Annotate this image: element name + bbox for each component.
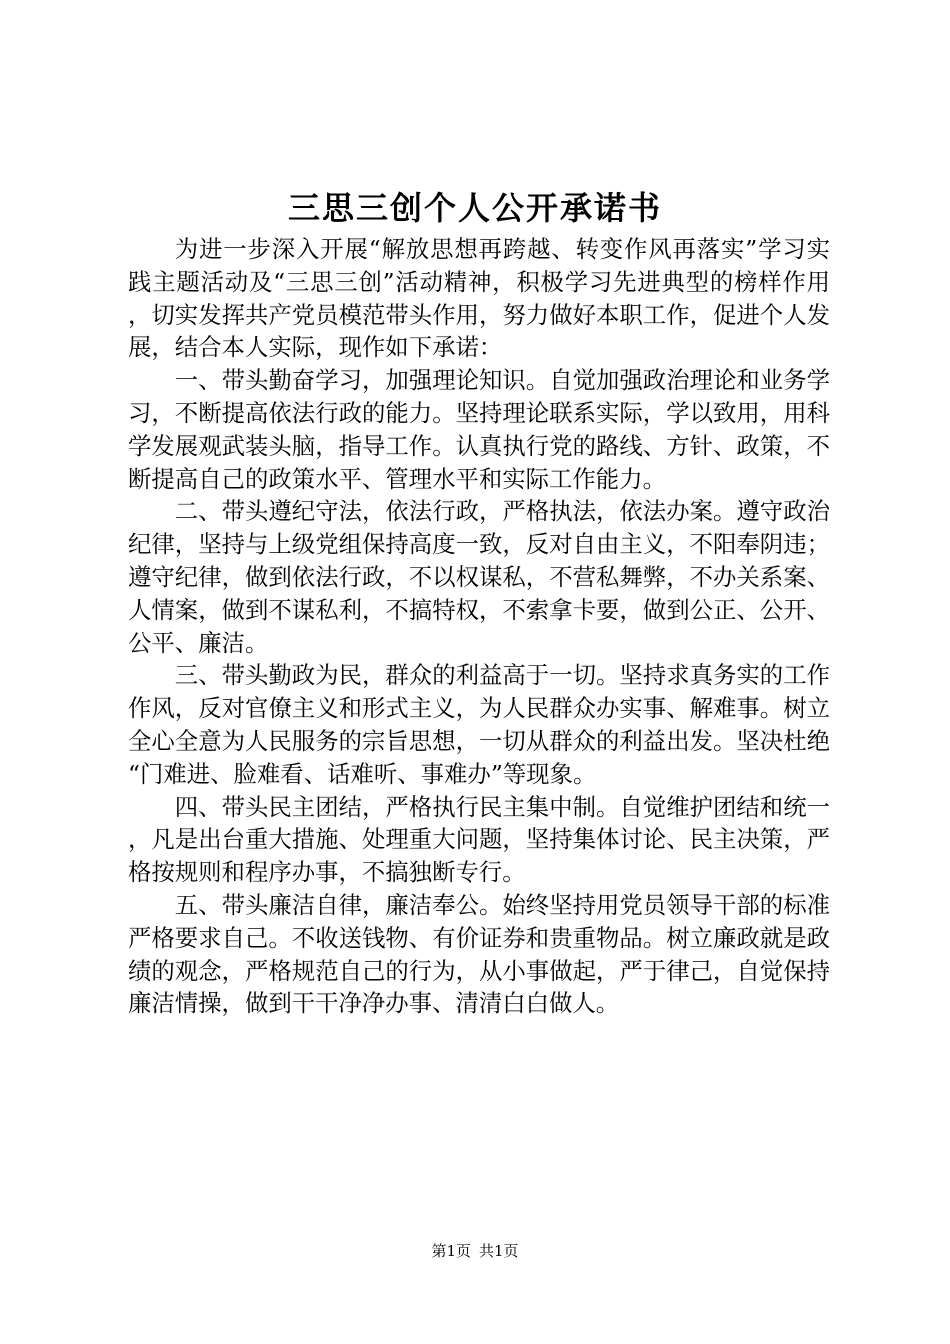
paragraph-intro: 为进一步深入开展“解放思想再跨越、转变作风再落实”学习实践主题活动及“三思三创”活动精神，积极学习先进典型的榜样作用，切实发挥共产党员模范带头作用，努力做好本职工作，促进个人发展，结合本人实际，现作如下承诺： [128,235,830,362]
document-title: 三思三创个人公开承诺书 [287,189,662,227]
document-body [128,233,830,1020]
paragraph-1: 一、带头勤奋学习，加强理论知识。自觉加强政治理论和业务学习，不断提高依法行政的能力。坚持理论联系实际，学以致用，用科学发展观武装头脑，指导工作。认真执行党的路线、方针、政策，不断提高自己的政策水平、管理水平和实际工作能力。 [128,366,830,493]
paragraph-3: 三、带头勤政为民，群众的利益高于一切。坚持求真务实的工作作风，反对官僚主义和形式主义，为人民群众办实事、解难事。树立全心全意为人民服务的宗旨思想，一切从群众的利益出发。坚决杜绝“门难进、脸难看、话难听、事难办”等现象。 [128,661,830,788]
page-total: 共1页 [479,1242,519,1260]
page-number: 第1页 [431,1242,471,1260]
page-footer [0,1241,950,1261]
paragraph-2: 二、带头遵纪守法，依法行政，严格执法，依法办案。遵守政治纪律，坚持与上级党组保持高度一致，反对自由主义，不阳奉阴违；遵守纪律，做到依法行政，不以权谋私，不营私舞弊，不办关系案、人情案，做到不谋私利，不搞特权，不索拿卡要，做到公正、公开、公平、廉洁。 [128,497,830,657]
paragraph-4: 四、带头民主团结，严格执行民主集中制。自觉维护团结和统一，凡是出台重大措施、处理重大问题，坚持集体讨论、民主决策，严格按规则和程序办事，不搞独断专行。 [128,792,830,887]
paragraph-5: 五、带头廉洁自律，廉洁奉公。始终坚持用党员领导干部的标准严格要求自己。不收送钱物、有价证券和贵重物品。树立廉政就是政绩的观念，严格规范自己的行为，从小事做起，严于律己，自觉保持廉洁情操，做到干干净净办事、清清白白做人。 [128,890,830,1018]
